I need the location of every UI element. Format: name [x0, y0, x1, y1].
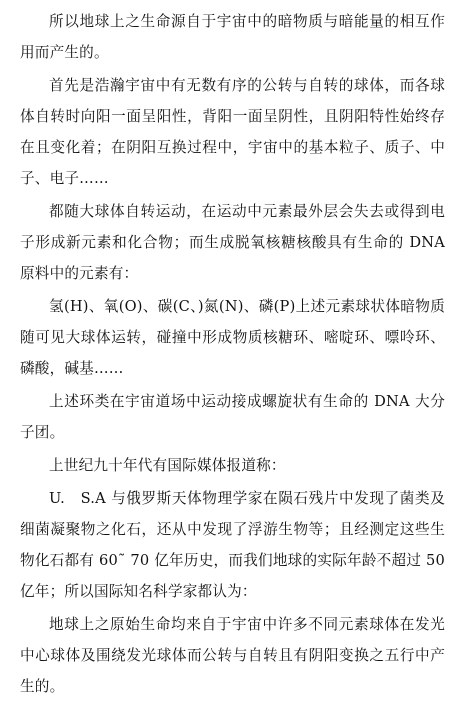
- paragraph-1: 所以地球上之生命源自于宇宙中的暗物质与暗能量的相互作用而产生的。: [20, 13, 445, 61]
- paragraph-6: 上世纪九十年代有国际媒体报道称：: [49, 457, 286, 474]
- paragraph-5: 上述环类在宇宙道场中运动接成螺旋状有生命的 DNA 大分子团。: [20, 393, 445, 441]
- paragraph-3: 都随大球体自转运动，在运动中元素最外层会失去或得到电子形成新元素和化合物；而生成脱氧核糖核酸具有生命的 DNA 原料中的元素有：: [20, 203, 445, 282]
- paragraph-8: 地球上之原始生命均来自于宇宙中许多不同元素球体在发光中心球体及围绕发光球体而公转与自转且有阴阳变换之五行中产生的。: [20, 616, 445, 695]
- paragraph-7: U. S.A 与俄罗斯天体物理学家在陨石残片中发现了菌类及细菌凝聚物之化石，还从中发现了浮游生物等；且经测定这些生物化石都有 60˜ 70 亿年历史，而我们地球的实际年龄不超过 50 亿年；所以国际知名科学家都认为：: [20, 490, 445, 600]
- paragraph-2: 首先是浩瀚宇宙中有无数有序的公转与自转的球体，而各球体自转时向阳一面呈阳性，背阳一面呈阴性，且阴阳特性始终存在且变化着；在阴阳互换过程中，宇宙中的基本粒子、质子、中子、电子……: [20, 77, 445, 187]
- paragraph-4: 氢(H)、氧(O)、碳(C、)氮(N)、磷(P)上述元素球状体暗物质随可见大球体运转，碰撞中形成物质核糖环、嘧啶环、嘌呤环、磷酸，碱基……: [20, 298, 445, 377]
